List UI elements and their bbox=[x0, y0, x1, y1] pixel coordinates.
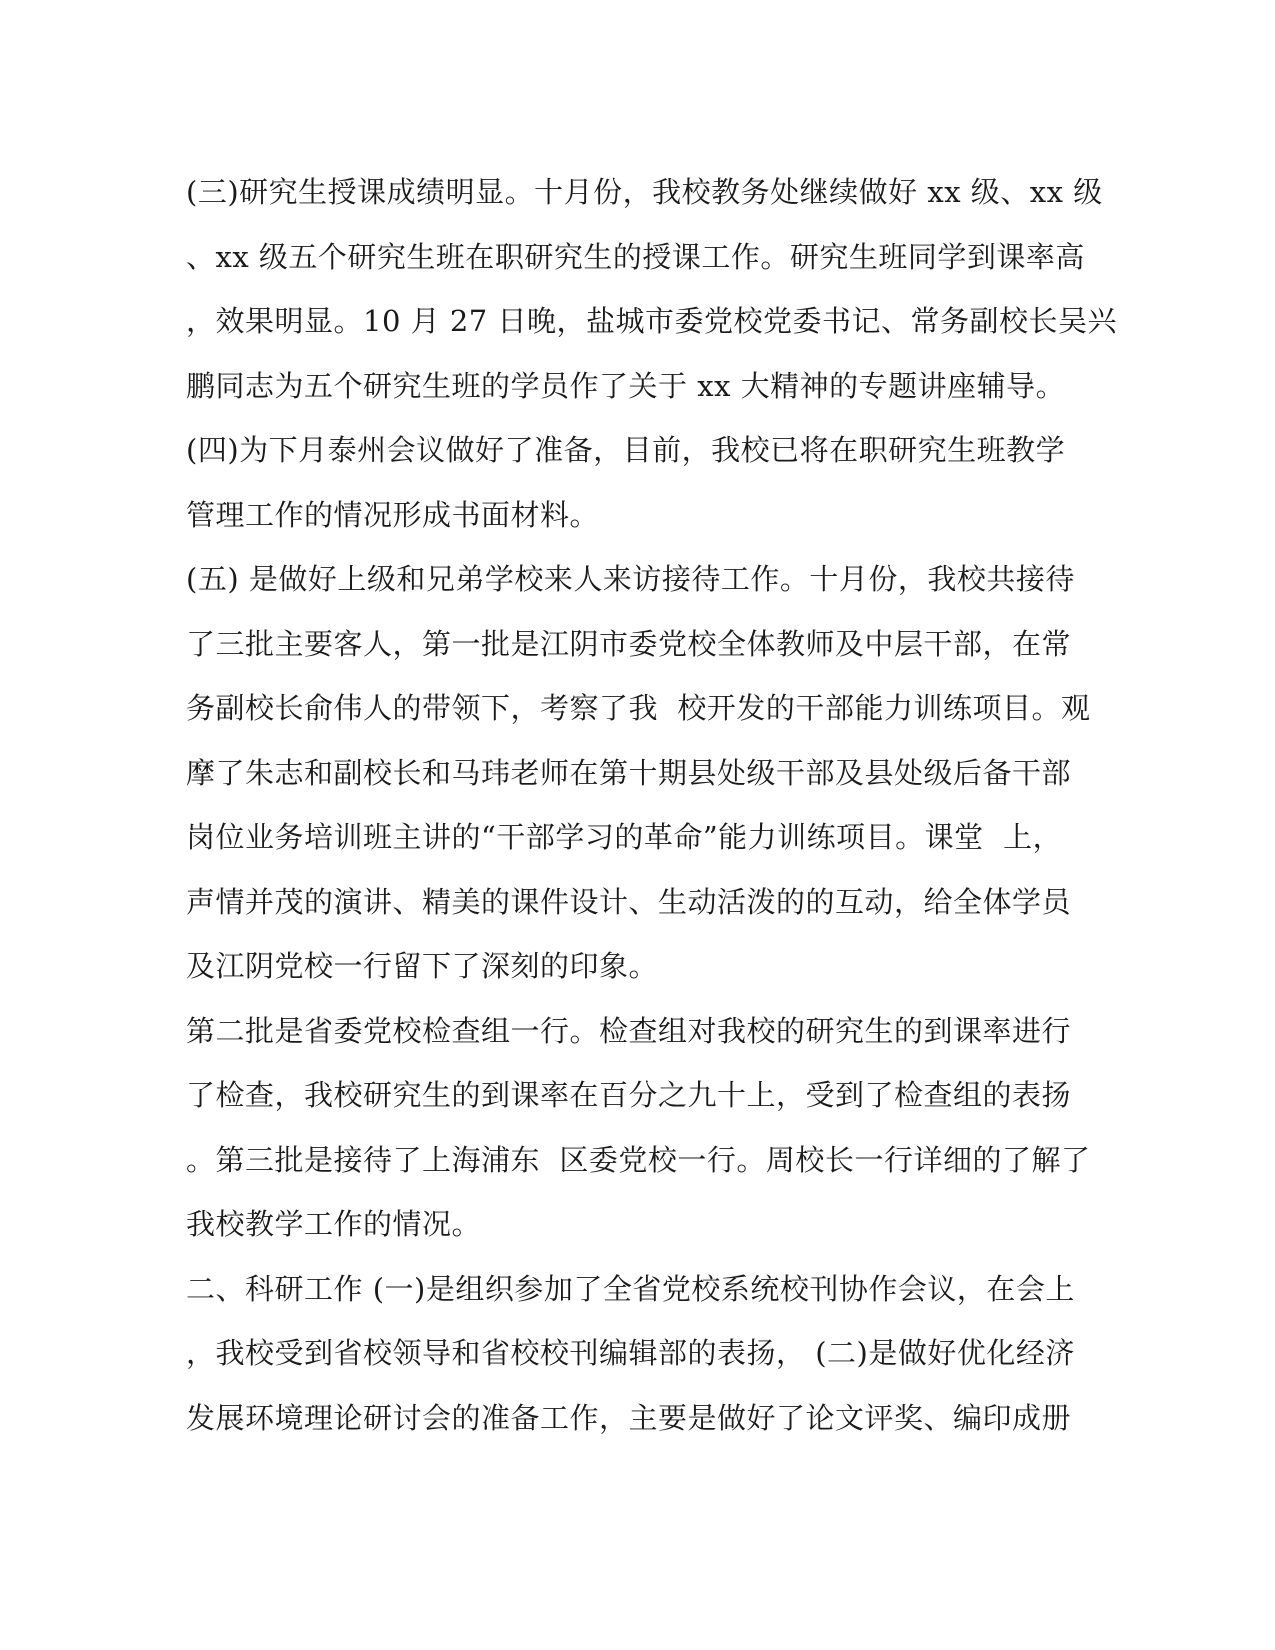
text-line: (三)研究生授课成绩明显。十月份，我校教务处继续做好 xx 级、xx 级 bbox=[186, 175, 1103, 209]
text-line: 务副校长俞伟人的带领下，考察了我 校开发的干部能力训练项目。观 bbox=[186, 691, 1091, 725]
text-line: 二、科研工作 (一)是组织参加了全省党校系统校刊协作会议，在会上 bbox=[186, 1271, 1075, 1306]
text-line: 管理工作的情况形成书面材料。 bbox=[186, 497, 600, 532]
text-line: 。第三批是接待了上海浦东 区委党校一行。周校长一行详细的了解了 bbox=[186, 1142, 1091, 1177]
text-line: ，我校受到省校领导和省校校刊编辑部的表扬， (二)是做好优化经济 bbox=[186, 1336, 1075, 1370]
text-line: 声情并茂的演讲、精美的课件设计、生动活泼的的互动，给全体学员 bbox=[186, 884, 1072, 919]
text-line: 了检查，我校研究生的到课率在百分之九十上，受到了检查组的表扬 bbox=[186, 1078, 1072, 1112]
text-line: 及江阴党校一行留下了深刻的印象。 bbox=[186, 949, 659, 983]
text-line: 了三批主要客人，第一批是江阴市委党校全体教师及中层干部，在常 bbox=[186, 626, 1072, 661]
text-line: 我校教学工作的情况。 bbox=[186, 1207, 482, 1241]
text-line: 摩了朱志和副校长和马玮老师在第十期县处级干部及县处级后备干部 bbox=[186, 755, 1072, 790]
text-line: 第二批是省委党校检查组一行。检查组对我校的研究生的到课率进行 bbox=[186, 1013, 1072, 1048]
text-line: 、xx 级五个研究生班在职研究生的授课工作。研究生班同学到课率高 bbox=[186, 239, 1085, 274]
text-line: (四)为下月泰州会议做好了准备，目前，我校已将在职研究生班教学 bbox=[186, 433, 1066, 467]
text-line: 发展环境理论研讨会的准备工作，主要是做好了论文评奖、编印成册 bbox=[186, 1400, 1072, 1435]
text-line: ，效果明显。10 月 27 日晚，盐城市委党校党委书记、常务副校长吴兴 bbox=[186, 304, 1117, 338]
text-line: 鹏同志为五个研究生班的学员作了关于 xx 大精神的专题讲座辅导。 bbox=[186, 368, 1066, 403]
document-body bbox=[186, 160, 1117, 1450]
text-line: 岗位业务培训班主讲的“干部学习的革命”能力训练项目。课堂 上， bbox=[186, 820, 1063, 854]
text-line: (五) 是做好上级和兄弟学校来人来访接待工作。十月份，我校共接待 bbox=[186, 562, 1075, 596]
